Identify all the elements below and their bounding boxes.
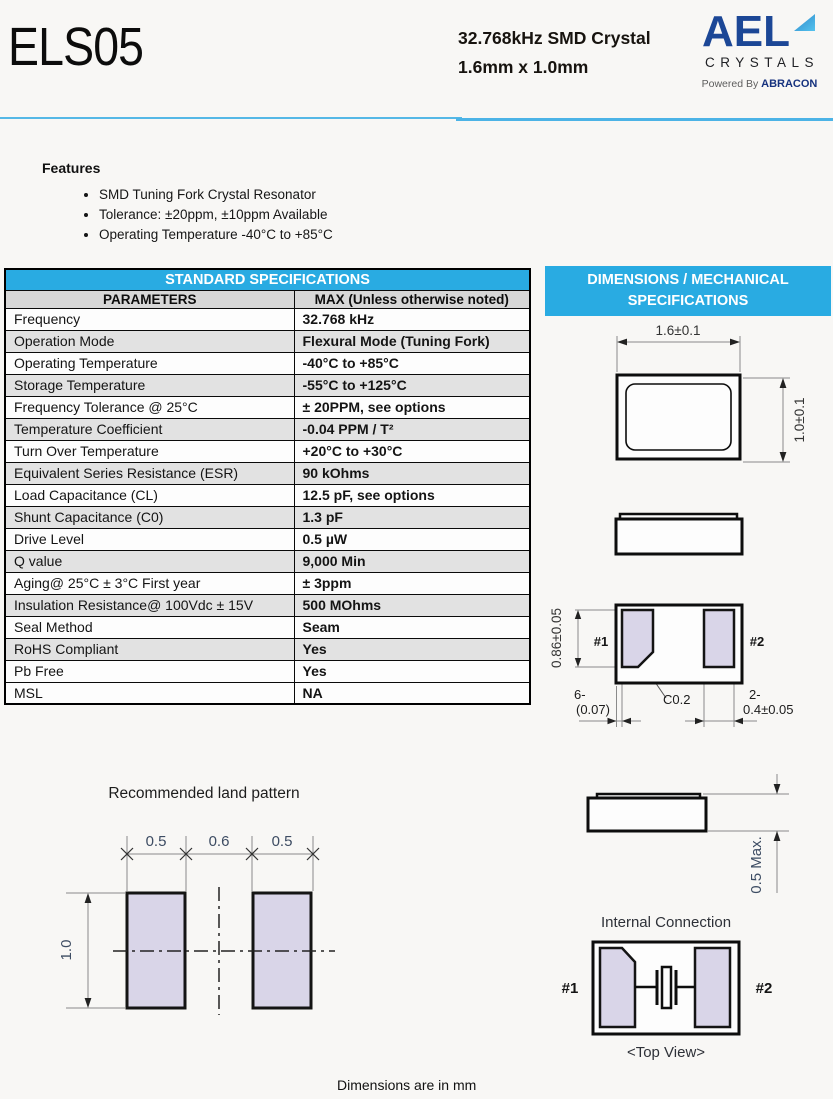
spec-parameter: Insulation Resistance@ 100Vdc ± 15V: [5, 594, 294, 616]
spec-value: NA: [294, 682, 530, 704]
land-pattern-title: Recommended land pattern: [108, 785, 300, 802]
spec-row: [5, 374, 530, 396]
spec-row: [5, 660, 530, 682]
chamfer-label: C0.2: [663, 692, 691, 707]
spec-parameter: Drive Level: [5, 528, 294, 550]
spec-parameter: Frequency: [5, 308, 294, 330]
spec-parameter: Operating Temperature: [5, 352, 294, 374]
dimensions-title-line1: DIMENSIONS / MECHANICAL: [587, 272, 789, 288]
spec-col-max: MAX (Unless otherwise noted): [294, 290, 530, 308]
feature-item: • Operating Temperature -40°C to +85°C: [99, 225, 333, 245]
dimensions-panel-header: [545, 266, 831, 316]
spec-value: 1.3 pF: [294, 506, 530, 528]
spec-parameter: Temperature Coefficient: [5, 418, 294, 440]
spec-parameter: Operation Mode: [5, 330, 294, 352]
features-section: [42, 160, 333, 245]
spec-value: Yes: [294, 638, 530, 660]
spec-value: Yes: [294, 660, 530, 682]
spec-value: 90 kOhms: [294, 462, 530, 484]
spec-parameter: Frequency Tolerance @ 25°C: [5, 396, 294, 418]
dim-width-label: 1.6±0.1: [655, 323, 701, 338]
spec-parameter: Shunt Capacitance (C0): [5, 506, 294, 528]
height-dim-label: 0.5 Max.: [748, 836, 765, 894]
powered-by-prefix: Powered By: [701, 78, 759, 91]
spec-parameter: Equivalent Series Resistance (ESR): [5, 462, 294, 484]
spec-row: [5, 638, 530, 660]
logo-sub-text: CRYSTALS: [704, 55, 820, 71]
spec-table-title: STANDARD SPECIFICATIONS: [5, 269, 530, 290]
pad-height-dim-label: 0.86±0.05: [549, 608, 564, 668]
header-divider-right: [456, 118, 833, 121]
drawing-package-bottom-view: [545, 590, 833, 738]
top-view-caption: <Top View>: [626, 1044, 706, 1061]
spec-row: [5, 418, 530, 440]
spec-value: +20°C to +30°C: [294, 440, 530, 462]
logo-wordmark: [686, 7, 833, 56]
body-outline: [588, 798, 706, 831]
spec-parameter: Q value: [5, 550, 294, 572]
drawing-package-height-view: [545, 770, 833, 905]
spec-row: [5, 594, 530, 616]
page-title: ELS05: [8, 17, 144, 77]
feature-item: • SMD Tuning Fork Crystal Resonator: [99, 185, 333, 205]
spec-parameter: Pb Free: [5, 660, 294, 682]
spec-parameter: Turn Over Temperature: [5, 440, 294, 462]
spec-row: [5, 308, 530, 330]
spec-value: 500 MOhms: [294, 594, 530, 616]
spec-row: [5, 528, 530, 550]
drawing-land-pattern: [40, 770, 370, 1070]
features-list: [42, 185, 333, 245]
header-divider-left: [0, 117, 462, 119]
spec-value: -0.04 PPM / T²: [294, 418, 530, 440]
spec-row: [5, 572, 530, 594]
pad2-shape: [704, 610, 734, 667]
spec-row: [5, 616, 530, 638]
standard-specifications-table: [4, 268, 531, 705]
spec-value: -40°C to +85°C: [294, 352, 530, 374]
pad1-label: #1: [593, 634, 609, 649]
spec-value: -55°C to +125°C: [294, 374, 530, 396]
pad-width-right-label: 0.5: [271, 833, 293, 850]
spec-row: [5, 440, 530, 462]
pad-width-left-label: 0.5: [145, 833, 167, 850]
logo-triangle-icon: [792, 12, 817, 34]
gap-dim-label: (0.07): [576, 702, 610, 717]
spec-col-parameters: PARAMETERS: [5, 290, 294, 308]
pad-height-label: 1.0: [58, 939, 75, 961]
spec-row: [5, 462, 530, 484]
drawing-internal-connection: [545, 905, 833, 1070]
drawing-package-side-view: [557, 508, 833, 568]
spec-row: [5, 396, 530, 418]
body-outline: [616, 519, 742, 554]
powered-by-brand: ABRACON: [761, 78, 818, 91]
pad1-shape: [600, 948, 635, 1027]
spec-row: [5, 352, 530, 374]
dimension-lines: [703, 774, 789, 893]
dim-height-label: 1.0±0.1: [792, 397, 807, 443]
spec-row: [5, 682, 530, 704]
internal-connection-title: Internal Connection: [600, 914, 732, 931]
pad-width-dim-label: 0.4±0.05: [743, 702, 794, 717]
spec-value: Seam: [294, 616, 530, 638]
spec-parameter: Storage Temperature: [5, 374, 294, 396]
features-heading: Features: [42, 160, 101, 176]
gap-dim-label: 0.6: [208, 833, 230, 850]
spec-table-body: [5, 308, 530, 704]
spec-parameter: RoHS Compliant: [5, 638, 294, 660]
dimension-arrows: [774, 784, 781, 841]
spec-row: [5, 484, 530, 506]
product-subtitle: [458, 24, 651, 82]
subtitle-line2: 1.6mm x 1.0mm: [458, 57, 589, 77]
dimensions-title-line2: SPECIFICATIONS: [627, 293, 749, 309]
spec-value: ± 20PPM, see options: [294, 396, 530, 418]
gap-count-label: 6-: [574, 687, 586, 702]
pad1-label: #1: [561, 980, 579, 997]
spec-value: 9,000 Min: [294, 550, 530, 572]
package-body-outline: [617, 375, 740, 459]
spec-value: 32.768 kHz: [294, 308, 530, 330]
pad2-label: #2: [755, 980, 773, 997]
subtitle-line1: 32.768kHz SMD Crystal: [458, 28, 651, 48]
spec-parameter: Aging@ 25°C ± 3°C First year: [5, 572, 294, 594]
powered-by-line: [686, 78, 833, 90]
spec-value: 0.5 µW: [294, 528, 530, 550]
spec-value: ± 3ppm: [294, 572, 530, 594]
spec-row: [5, 330, 530, 352]
units-note: Dimensions are in mm: [337, 1077, 477, 1093]
spec-row: [5, 506, 530, 528]
logo-brand-text: AEL: [702, 7, 790, 56]
spec-parameter: MSL: [5, 682, 294, 704]
drawing-package-top-view: [557, 322, 833, 482]
feature-item: • Tolerance: ±20ppm, ±10ppm Available: [99, 205, 333, 225]
pad2-label: #2: [749, 634, 765, 649]
ael-crystals-logo: [686, 7, 833, 91]
pad2-shape: [695, 948, 730, 1027]
spec-parameter: Load Capacitance (CL): [5, 484, 294, 506]
spec-row: [5, 550, 530, 572]
spec-value: 12.5 pF, see options: [294, 484, 530, 506]
spec-parameter: Seal Method: [5, 616, 294, 638]
spec-value: Flexural Mode (Tuning Fork): [294, 330, 530, 352]
pad-count-label: 2-: [749, 687, 761, 702]
